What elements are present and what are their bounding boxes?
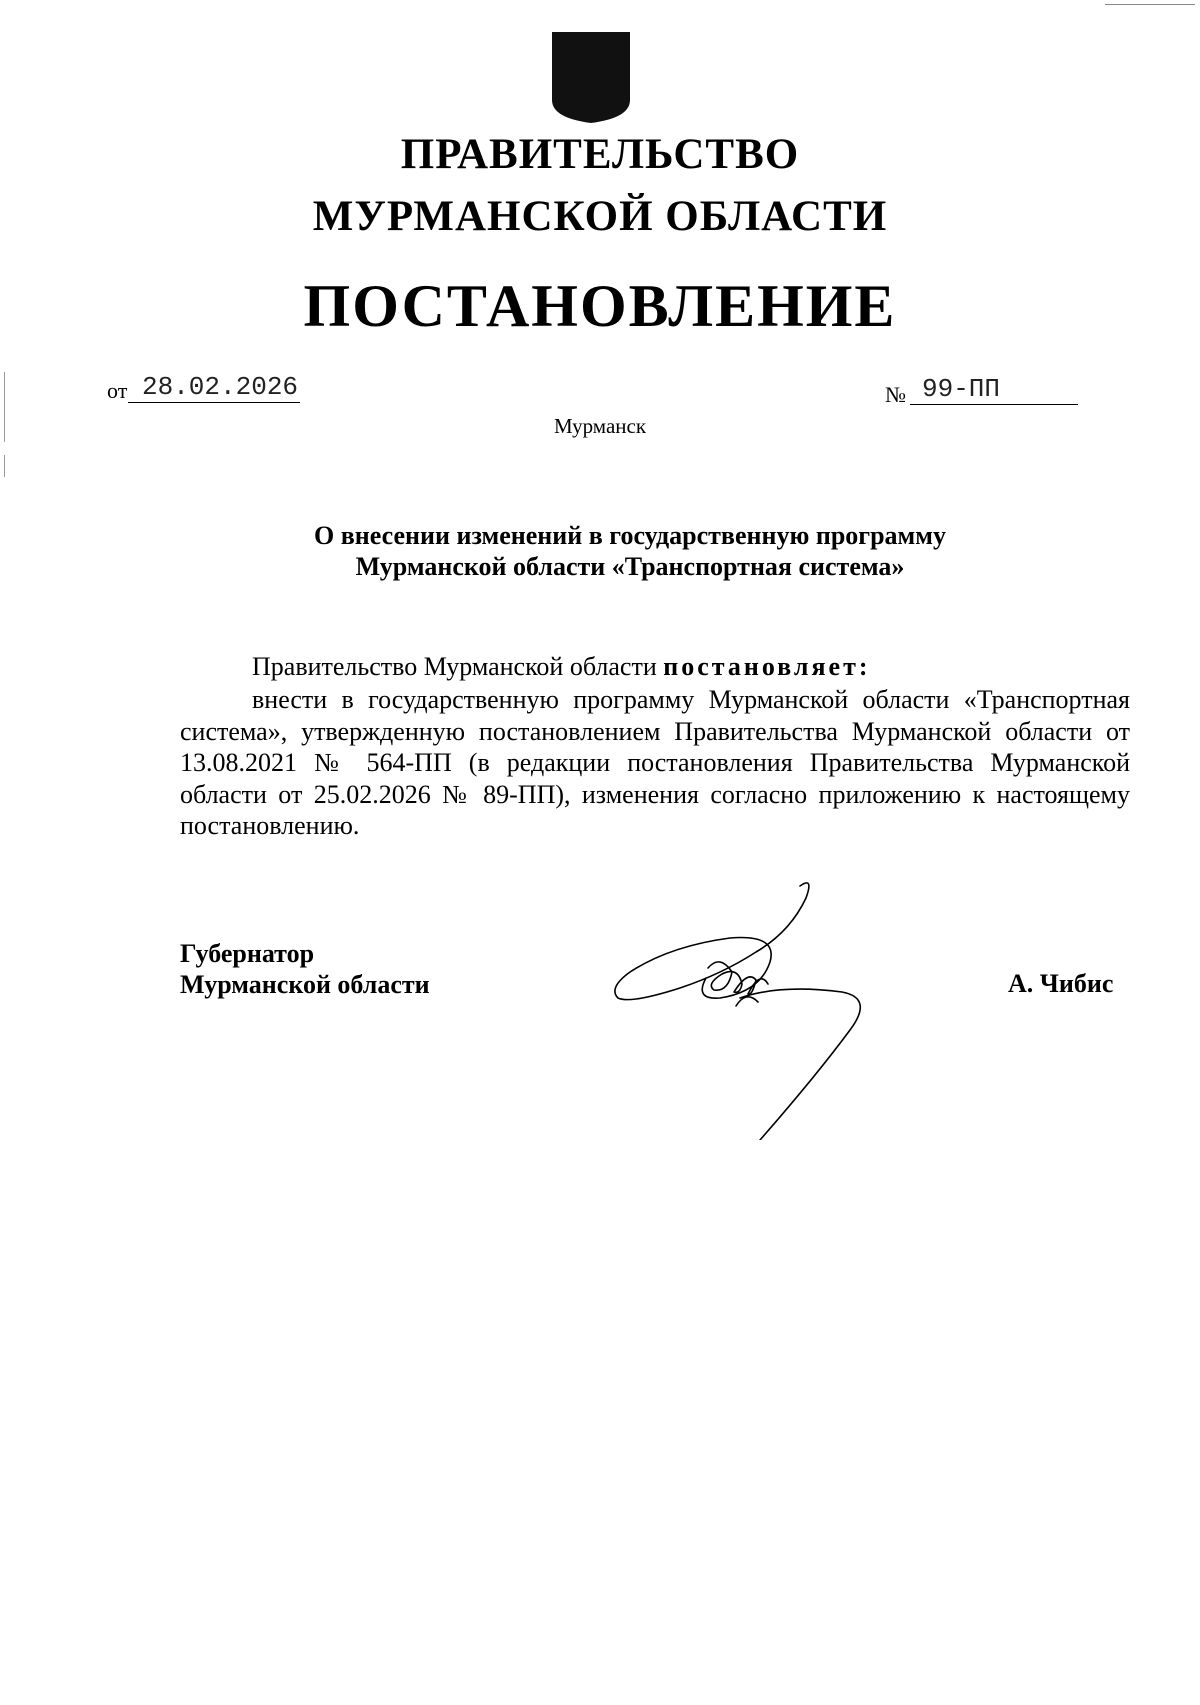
handwritten-signature-icon <box>610 880 900 1140</box>
number-label: № <box>885 382 906 407</box>
government-name-line-1: ПРАВИТЕЛЬСТВО <box>400 131 800 178</box>
document-type-title: ПОСТАНОВЛЕНИЕ <box>303 273 897 339</box>
body-paragraph: внести в государственную программу Мурманской области «Транспортная система», утвержденную постановлением Правительства Мурманской области от 13.08.2021 № 564-ПП (в редакции постановления Правительства Мурманской области от 25.02.2026 № 89-ПП), изменения согласно приложению к настоящему постановлению. <box>180 685 1130 840</box>
scan-margin-mark <box>4 455 5 477</box>
intro-text: Правительство Мурманской области <box>252 652 664 681</box>
subject-line-2: Мурманской области «Транспортная система» <box>355 552 905 581</box>
scan-corner-mark <box>1105 4 1195 5</box>
scan-margin-mark <box>4 372 5 442</box>
signer-title-line-2: Мурманской области <box>180 970 430 999</box>
intro-keyword: постановляет: <box>663 652 871 681</box>
date-value: 28.02.2026 <box>128 372 300 403</box>
signer-title-line-1: Губернатор <box>180 939 315 968</box>
signer-title <box>180 938 430 1000</box>
signer-name: А. Чибис <box>1008 969 1114 998</box>
coat-of-arms-icon <box>550 30 632 125</box>
subject-line-1: О внесении изменений в государственную программу <box>314 521 946 550</box>
government-name-line-2: МУРМАНСКОЙ ОБЛАСТИ <box>312 193 888 240</box>
city-name: Мурманск <box>553 414 647 438</box>
document-subject <box>200 520 1060 582</box>
date-label: от <box>107 378 128 403</box>
body-intro <box>252 651 1200 683</box>
number-value: 99-ПП <box>910 374 1078 405</box>
